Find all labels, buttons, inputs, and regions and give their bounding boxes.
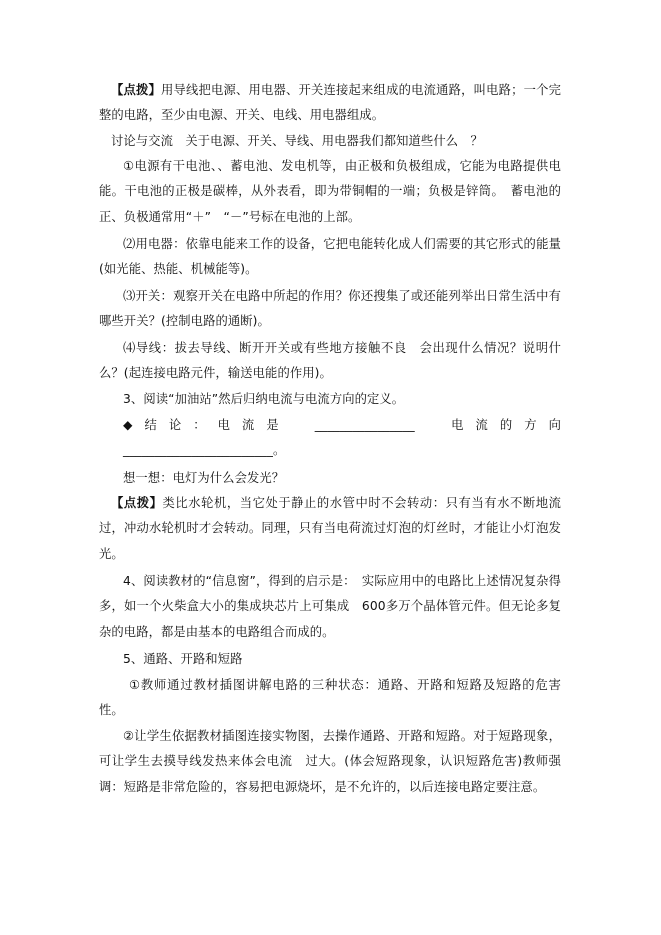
paragraph-text: 4、阅读教材的“信息窗”，得到的启示是： 实际应用中的电路比上述情况复杂得多，如一个火柴盒大小的集成块芯片上可集成 600多万个晶体管元件。但无论多复杂的电路，都是由基本的电路组合而成的。: [99, 574, 561, 639]
paragraph-power-source: [99, 154, 561, 230]
paragraph-student-practice: [99, 724, 561, 800]
conclusion-text-before: ◆结论：电流是: [123, 418, 291, 432]
paragraph-switch: [99, 284, 561, 335]
paragraph-text: ②让学生依据教材插图连接实物图，去操作通路、开路和短路。对于短路现象，可让学生去摸导线发热来体会电流 过大。(体会短路现象，认识短路危害)教师强调：短路是非常危险的，容易把电源烧坏，是不允许的，以后连接电路定要注意。: [99, 729, 561, 794]
paragraph-circuit-states-heading: [99, 647, 561, 672]
paragraph-wire: [99, 336, 561, 387]
paragraph-text: 用导线把电源、用电器、开关连接起来组成的电流通路，叫电路；一个完整的电路，至少由电源、开关、电线、用电器组成。: [99, 83, 561, 123]
tip-tag: 【点拨】: [111, 496, 163, 510]
paragraph-circuit-definition: [99, 78, 561, 129]
conclusion-text-after: 。: [272, 443, 286, 458]
paragraph-conclusion: [99, 413, 561, 464]
paragraph-discussion: [99, 129, 561, 154]
paragraph-think: [99, 466, 561, 491]
paragraph-info-window: [99, 569, 561, 645]
paragraph-reading-task: [99, 387, 561, 412]
paragraph-text: 讨论与交流 关于电源、开关、导线、用电器我们都知道些什么 ？: [111, 134, 483, 148]
paragraph-text: 5、通路、开路和短路: [123, 652, 243, 666]
paragraph-text: ⑵用电器：依靠电能来工作的设备，它把电能转化成人们需要的其它形式的能量(如光能、热能、机械能等)。: [99, 237, 561, 277]
paragraph-teacher-explains: [99, 673, 561, 724]
paragraph-text: 类比水轮机，当它处于静止的水管中时不会转动：只有当有水不断地流过，冲动水轮机时才会转动。同理，只有当电荷流过灯泡的灯丝时，才能让小灯泡发光。: [99, 496, 561, 561]
paragraph-text: 想一想：电灯为什么会发光？: [123, 471, 285, 485]
paragraph-water-wheel-tip: [99, 491, 561, 567]
paragraph-text: ⑶开关：观察开关在电路中所起的作用？你还搜集了或还能列举出日常生活中有哪些开关？(控制电路的通断)。: [99, 289, 561, 329]
conclusion-text-middle: 电流的方向: [414, 418, 561, 432]
paragraph-text: ①教师通过教材插图讲解电路的三种状态：通路、开路和短路及短路的危害性。: [99, 678, 561, 718]
fill-in-blank-direction: ________________________: [123, 443, 273, 458]
fill-in-blank-current: ________________: [314, 418, 415, 432]
paragraph-text: ⑷导线：拔去导线、断开开关或有些地方接触不良 会出现什么情况？说明什么？(起连接电路元件，输送电能的作用)。: [99, 341, 561, 381]
paragraph-text: 3、阅读“加油站”然后归纳电流与电流方向的定义。: [123, 392, 405, 406]
tip-tag: 【点拨】: [111, 83, 162, 97]
paragraph-appliance: [99, 232, 561, 283]
paragraph-text: ①电源有干电池、、蓄电池、发电机等，由正极和负极组成，它能为电路提供电能。干电池的正极是碳棒，从外表看，即为带铜帽的一端；负极是锌筒。 蓄电池的正、负极通常用“＋” “－”号标在电池的上部。: [99, 159, 561, 224]
